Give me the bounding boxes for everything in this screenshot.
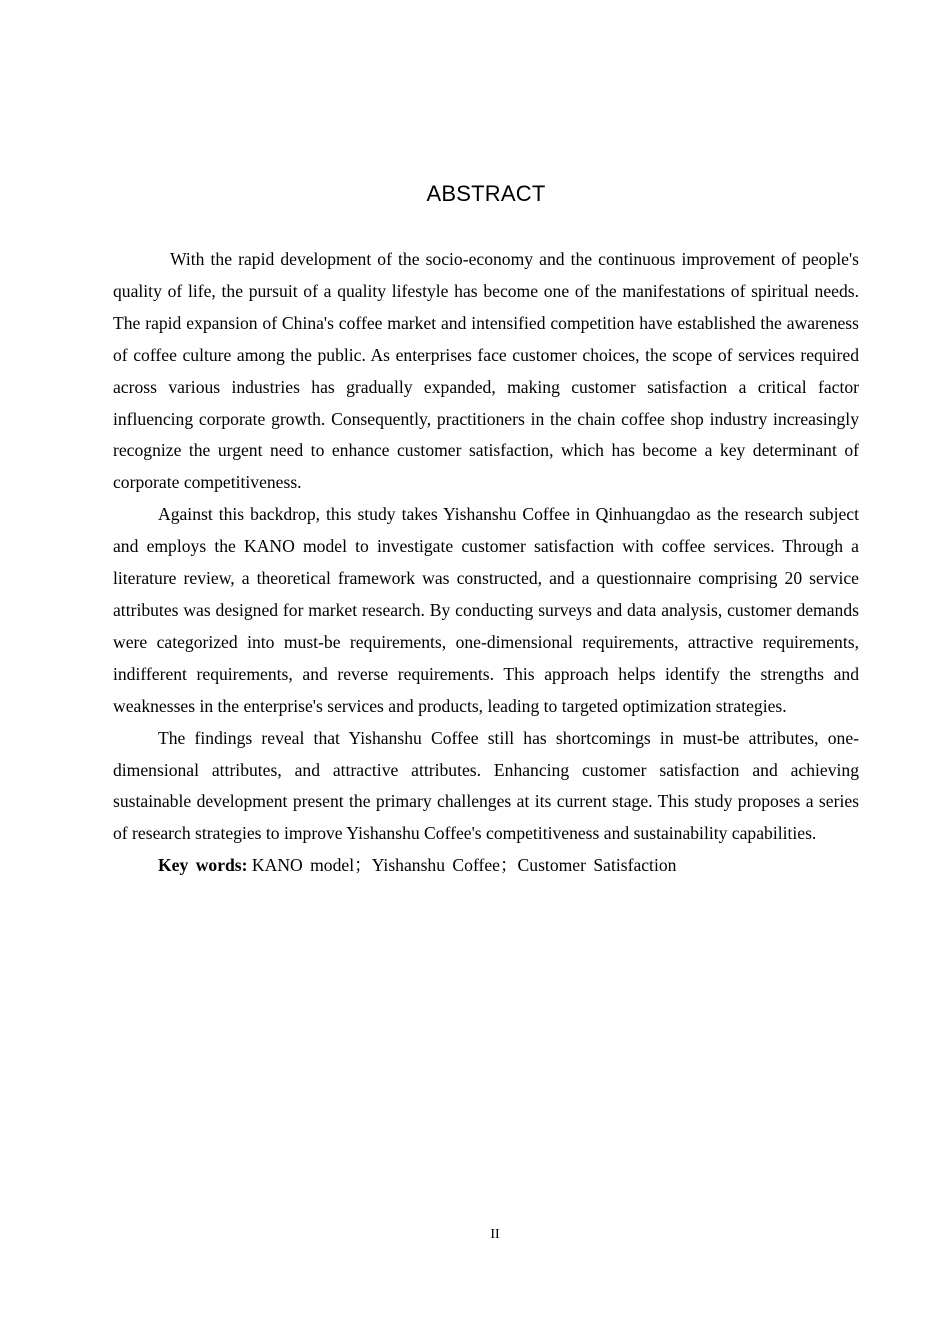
keywords-line bbox=[113, 850, 859, 882]
page-number: II bbox=[490, 1227, 500, 1242]
keywords-values: KANO model；Yishanshu Coffee；Customer Satisfaction bbox=[251, 855, 677, 876]
abstract-body bbox=[113, 244, 859, 882]
abstract-paragraph-3: The findings reveal that Yishanshu Coffee still has shortcomings in must-be attributes, one-dimensional attributes, and attractive attributes. Enhancing customer satisfaction and achieving sustainable development present the primary challenges at its current stage. This study proposes a series of research strategies to improve Yishanshu Coffee's competitiveness and sustainability capabilities. bbox=[113, 727, 859, 844]
abstract-title: ABSTRACT bbox=[426, 181, 546, 206]
abstract-paragraph-2: Against this backdrop, this study takes Yishanshu Coffee in Qinhuangdao as the research subject and employs the KANO model to investigate customer satisfaction with coffee services. Through a literature review, a theoretical framework was constructed, and a questionnaire comprising 20 service attributes was designed for market research. By conducting surveys and data analysis, customer demands were categorized into must-be requirements, one-dimensional requirements, attractive requirements, indifferent requirements, and reverse requirements. This approach helps identify the strengths and weaknesses in the enterprise's services and products, leading to targeted optimization strategies. bbox=[113, 504, 859, 716]
abstract-paragraph-1: With the rapid development of the socio-economy and the continuous improvement of people's quality of life, the pursuit of a quality lifestyle has become one of the manifestations of spiritual needs. The rapid expansion of China's coffee market and intensified competition have established the awareness of coffee culture among the public. As enterprises face customer choices, the scope of services required across various industries has gradually expanded, making customer satisfaction a critical factor influencing corporate growth. Consequently, practitioners in the chain coffee shop industry increasingly recognize the urgent need to enhance customer satisfaction, which has become a key determinant of corporate competitiveness. bbox=[113, 249, 859, 493]
keywords-label: Key words: bbox=[158, 855, 248, 876]
